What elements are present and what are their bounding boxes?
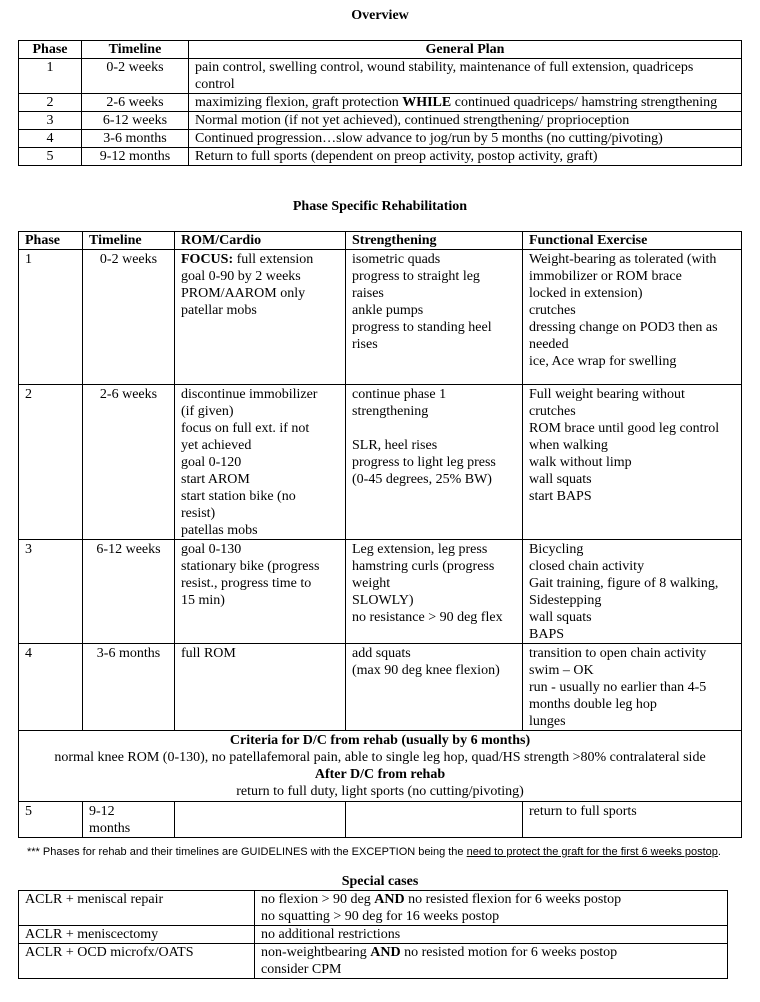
functional-line: when walking <box>529 438 608 453</box>
strength-line: (max 90 deg knee flexion) <box>352 663 500 678</box>
strength-line: weight <box>352 576 391 591</box>
strength-line: (0-45 degrees, 25% BW) <box>352 472 492 487</box>
functional-line: months double leg hop <box>529 697 657 712</box>
functional-line: wall squats <box>529 610 592 625</box>
phase-cell: 3 <box>19 112 82 130</box>
functional-line: lunges <box>529 714 566 729</box>
rom-line: full ROM <box>181 646 236 661</box>
rom-cell <box>175 540 346 644</box>
restriction-emphasis: AND <box>370 945 401 960</box>
rom-line: yet achieved <box>181 438 252 453</box>
strength-line: progress to straight leg <box>352 269 480 284</box>
functional-cell <box>523 250 742 385</box>
header-timeline: Timeline <box>83 232 175 250</box>
restriction-line <box>261 891 721 908</box>
strength-cell <box>346 385 523 540</box>
table-row <box>19 802 742 838</box>
table-row <box>19 130 742 148</box>
rom-cell <box>175 250 346 385</box>
strength-line: SLOWLY) <box>352 593 414 608</box>
strength-line: SLR, heel rises <box>352 438 438 453</box>
plan-emphasis: WHILE <box>402 95 452 110</box>
rom-line: PROM/AAROM only <box>181 286 306 301</box>
functional-line: crutches <box>529 404 576 419</box>
plan-text: maximizing flexion, graft protection <box>195 95 403 110</box>
strength-line: raises <box>352 286 384 301</box>
restriction-cell <box>255 944 728 979</box>
rom-line: goal 0-120 <box>181 455 242 470</box>
plan-text: continued quadriceps/ hamstring strengthening <box>451 95 718 110</box>
after-dc-text: return to full duty, light sports (no cutting/pivoting) <box>236 784 524 799</box>
functional-line: ROM brace until good leg control <box>529 421 720 436</box>
overview-header-plan: General Plan <box>189 41 742 59</box>
timeline-cell: 6-12 weeks <box>82 112 189 130</box>
phase-cell: 2 <box>19 94 82 112</box>
restriction-line: no additional restrictions <box>261 927 401 942</box>
note-text: *** Phases for rehab and their timelines are GUIDELINES with the EXCEPTION being the <box>27 846 467 858</box>
functional-line: locked in extension) <box>529 286 643 301</box>
functional-line: immobilizer or ROM brace <box>529 269 682 284</box>
functional-line: BAPS <box>529 627 565 642</box>
timeline-cell: 3-6 months <box>82 130 189 148</box>
timeline-cell: 3-6 months <box>83 644 175 731</box>
rom-line: start station bike (no <box>181 489 296 504</box>
functional-line: Weight-bearing as tolerated (with <box>529 252 717 267</box>
strength-line: isometric quads <box>352 252 441 267</box>
table-row <box>19 250 742 385</box>
phase-header-row <box>19 232 742 250</box>
rom-line: stationary bike (progress <box>181 559 320 574</box>
strength-line: Leg extension, leg press <box>352 542 488 557</box>
table-row <box>19 644 742 731</box>
table-row <box>19 94 742 112</box>
strength-line: ankle pumps <box>352 303 424 318</box>
focus-label: FOCUS: <box>181 252 234 267</box>
rom-line: discontinue immobilizer <box>181 387 318 402</box>
note-suffix: . <box>717 846 721 858</box>
overview-header-row <box>19 41 742 59</box>
restriction-text: no resisted motion for 6 weeks postop <box>400 945 618 960</box>
rom-line: resist) <box>181 506 216 521</box>
rom-line: resist., progress time to <box>181 576 312 591</box>
case-cell: ACLR + meniscectomy <box>19 926 255 944</box>
phase-cell: 1 <box>19 59 82 94</box>
functional-line: closed chain activity <box>529 559 645 574</box>
functional-line: Bicycling <box>529 542 584 557</box>
functional-line: swim – OK <box>529 663 594 678</box>
strength-line: strengthening <box>352 404 429 419</box>
special-cases-table <box>18 890 728 979</box>
phase-cell: 4 <box>19 130 82 148</box>
table-row <box>19 944 728 979</box>
restriction-line: consider CPM <box>261 962 342 977</box>
header-phase: Phase <box>19 232 83 250</box>
note-emphasis: need to protect the graft for the first 6 weeks postop <box>466 846 718 858</box>
functional-cell <box>523 644 742 731</box>
functional-line: wall squats <box>529 472 592 487</box>
phase-cell: 4 <box>19 644 83 731</box>
functional-line: Full weight bearing without <box>529 387 685 402</box>
restriction-text: no resisted flexion for 6 weeks postop <box>404 892 622 907</box>
timeline-line: 9-12 <box>89 804 115 819</box>
restriction-text: no flexion > 90 deg <box>261 892 375 907</box>
guidelines-note <box>27 846 721 858</box>
phase-cell: 5 <box>19 802 83 838</box>
phase-specific-table <box>18 231 742 838</box>
special-cases-title: Special cases <box>341 874 419 889</box>
timeline-cell: 2-6 weeks <box>83 385 175 540</box>
table-row <box>19 148 742 166</box>
functional-line: crutches <box>529 303 576 318</box>
overview-title: Overview <box>351 8 409 23</box>
restriction-cell <box>255 926 728 944</box>
strength-cell <box>346 644 523 731</box>
table-row <box>19 891 728 926</box>
table-row <box>19 926 728 944</box>
timeline-line: months <box>89 821 131 836</box>
phase-cell: 2 <box>19 385 83 540</box>
plan-cell <box>189 94 742 112</box>
functional-line: transition to open chain activity <box>529 646 707 661</box>
strength-line: rises <box>352 337 378 352</box>
strength-line: continue phase 1 <box>352 387 447 402</box>
strength-cell <box>346 250 523 385</box>
rom-cell <box>175 802 346 838</box>
rom-cell <box>175 644 346 731</box>
functional-line: ice, Ace wrap for swelling <box>529 354 677 369</box>
phase-cell: 5 <box>19 148 82 166</box>
strength-line: no resistance > 90 deg flex <box>352 610 503 625</box>
table-row <box>19 540 742 644</box>
strength-cell <box>346 802 523 838</box>
strength-line: add squats <box>352 646 411 661</box>
restriction-text: non-weightbearing <box>261 945 371 960</box>
timeline-cell <box>83 802 175 838</box>
case-cell: ACLR + meniscal repair <box>19 891 255 926</box>
table-row <box>19 385 742 540</box>
strength-spacer <box>352 420 516 437</box>
criteria-text: normal knee ROM (0-130), no patellafemoral pain, able to single leg hop, quad/HS strength >80% contralateral side <box>54 750 706 765</box>
rom-line: 15 min) <box>181 593 225 608</box>
plan-cell: pain control, swelling control, wound stability, maintenance of full extension, quadriceps control <box>189 59 742 94</box>
rom-line: goal 0-90 by 2 weeks <box>181 269 301 284</box>
strength-cell <box>346 540 523 644</box>
rom-line: start AROM <box>181 472 250 487</box>
plan-cell: Normal motion (if not yet achieved), continued strengthening/ proprioception <box>189 112 742 130</box>
table-row <box>19 112 742 130</box>
restriction-line: no squatting > 90 deg for 16 weeks postop <box>261 909 500 924</box>
timeline-cell: 0-2 weeks <box>82 59 189 94</box>
restriction-emphasis: AND <box>374 892 405 907</box>
criteria-title: Criteria for D/C from rehab (usually by 6 months) <box>229 733 531 748</box>
plan-cell: Continued progression…slow advance to jog/run by 5 months (no cutting/pivoting) <box>189 130 742 148</box>
focus-text: full extension <box>233 252 314 267</box>
rom-line: focus on full ext. if not <box>181 421 310 436</box>
rom-line: patellas mobs <box>181 523 258 538</box>
functional-line: dressing change on POD3 then as <box>529 320 718 335</box>
case-cell: ACLR + OCD microfx/OATS <box>19 944 255 979</box>
rom-line: (if given) <box>181 404 234 419</box>
functional-cell <box>523 540 742 644</box>
functional-line: Gait training, figure of 8 walking, <box>529 576 719 591</box>
phase-specific-title: Phase Specific Rehabilitation <box>292 199 468 214</box>
timeline-cell: 6-12 weeks <box>83 540 175 644</box>
criteria-cell <box>19 731 742 802</box>
timeline-cell: 9-12 months <box>82 148 189 166</box>
header-rom: ROM/Cardio <box>175 232 346 250</box>
strength-line: progress to standing heel <box>352 320 492 335</box>
restriction-line <box>261 944 721 961</box>
rom-cell <box>175 385 346 540</box>
restriction-cell <box>255 891 728 926</box>
table-row <box>19 59 742 94</box>
functional-cell: return to full sports <box>523 802 742 838</box>
strength-line: hamstring curls (progress <box>352 559 495 574</box>
overview-header-timeline: Timeline <box>82 41 189 59</box>
functional-cell <box>523 385 742 540</box>
rom-line: patellar mobs <box>181 303 257 318</box>
functional-line: needed <box>529 337 569 352</box>
rom-focus-line <box>181 251 339 268</box>
functional-line: start BAPS <box>529 489 592 504</box>
timeline-cell: 2-6 weeks <box>82 94 189 112</box>
overview-table <box>18 40 742 166</box>
overview-header-phase: Phase <box>19 41 82 59</box>
phase-cell: 1 <box>19 250 83 385</box>
header-functional: Functional Exercise <box>523 232 742 250</box>
criteria-row <box>19 731 742 802</box>
functional-line: run - usually no earlier than 4-5 <box>529 680 707 695</box>
strength-line: progress to light leg press <box>352 455 496 470</box>
rom-line: goal 0-130 <box>181 542 242 557</box>
plan-cell: Return to full sports (dependent on preop activity, postop activity, graft) <box>189 148 742 166</box>
functional-line: walk without limp <box>529 455 632 470</box>
timeline-cell: 0-2 weeks <box>83 250 175 385</box>
phase-cell: 3 <box>19 540 83 644</box>
functional-line: Sidestepping <box>529 593 602 608</box>
header-strengthening: Strengthening <box>346 232 523 250</box>
after-dc-title: After D/C from rehab <box>314 767 446 782</box>
